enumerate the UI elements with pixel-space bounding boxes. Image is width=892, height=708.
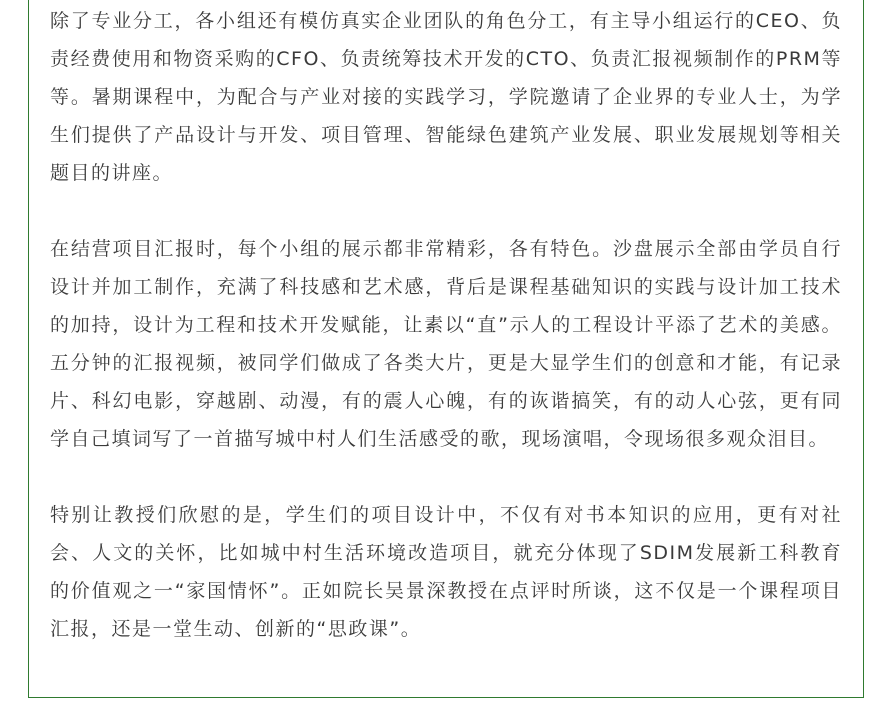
article-body [50,0,842,648]
paragraph-professor-comments: 特别让教授们欣慰的是，学生们的项目设计中，不仅有对书本知识的应用，更有对社会、人文的关怀，比如城中村生活环境改造项目，就充分体现了SDIM发展新工科教育的价值观之一“家国情怀”。正如院长吴景深教授在点评时所谈，这不仅是一个课程项目汇报，还是一堂生动、创新的“思政课”。 [50,504,842,640]
paragraph-division-of-labor: 除了专业分工，各小组还有模仿真实企业团队的角色分工，有主导小组运行的CEO、负责经费使用和物资采购的CFO、负责统筹技术开发的CTO、负责汇报视频制作的PRM等等。暑期课程中，为配合与产业对接的实践学习，学院邀请了企业界的专业人士，为学生们提供了产品设计与开发、项目管理、智能绿色建筑产业发展、职业发展规划等相关题目的讲座。 [50,10,842,184]
paragraph-final-presentation: 在结营项目汇报时，每个小组的展示都非常精彩，各有特色。沙盘展示全部由学员自行设计并加工制作，充满了科技感和艺术感，背后是课程基础知识的实践与设计加工技术的加持，设计为工程和技术开发赋能，让素以“直”示人的工程设计平添了艺术的美感。五分钟的汇报视频，被同学们做成了各类大片，更是大显学生们的创意和才能，有记录片、科幻电影，穿越剧、动漫，有的震人心魄，有的诙谐搞笑，有的动人心弦，更有同学自己填词写了一首描写城中村人们生活感受的歌，现场演唱，令现场很多观众泪目。 [50,238,842,450]
